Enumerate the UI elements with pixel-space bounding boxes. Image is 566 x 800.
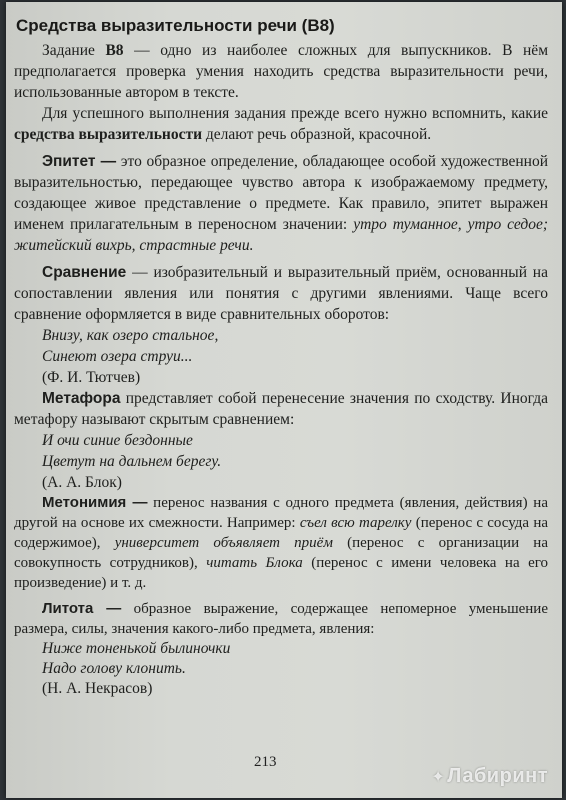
page-number: 213 [254,754,277,770]
watermark [431,765,548,788]
metaphor-paragraph [14,388,548,430]
intro-text: Для успешного выполнения задания прежде всего нужно вспомнить, какие [42,105,548,122]
definition-text: — изобразительный и выразительный приём, основанный на сопоставлении явления или понятия с другими явлениями. Чаще всего сравнение оформляется в виде сравнительных оборотов: [14,264,548,323]
star-icon: ✦ [431,769,446,786]
term-metaphor: Метафора [42,390,121,407]
poem-line: Ниже тоненькой былиночки [42,640,231,657]
quote-author: (А. А. Блок) [42,474,122,491]
term-epithet: Эпитет — [42,153,117,170]
task-code: В8 [105,42,124,59]
example-text: утро туманное, утро седое; житейский вихрь, страстные речи. [14,216,548,254]
poem-line: Синеют озера струи... [42,348,193,365]
comparison-quote [42,325,548,388]
metaphor-quote [42,430,548,493]
example-text: съел всю тарелку [299,515,412,531]
example-text: университет объявляет приём [114,535,333,551]
poem-line: И очи синие бездонные [42,432,193,449]
term-litotes: Литота — [42,600,122,617]
definition-text: (перенос с имени человека на его произведение) и т. д. [14,555,549,591]
litotes-quote [42,639,548,699]
litotes-paragraph [14,599,548,639]
definition-text: (перенос с организации на совокупность сотрудников), [14,535,548,571]
poem-line: Цветут на дальнем берегу. [42,453,222,470]
book-page [6,2,562,798]
intro-text: — одно из наиболее сложных для выпускников. В нём предполагается проверка умения находить средства выразительности речи, использованные автором в тексте. [14,42,548,101]
epithet-paragraph [14,151,548,256]
definition-text: это образное определение, обладающее особой художественной выразительностью, передающее чувство автора к изображаемому предмету, создающее живое представление о предмете. Как правило, эпитет выражен именем прилагательным в переносном значении: [14,153,548,233]
section-heading: Средства выразительности речи (В8) [16,16,335,35]
example-text: читать Блока [206,555,303,571]
key-phrase: средства выразительности [14,126,202,143]
comparison-paragraph [14,262,548,325]
quote-author: (Н. А. Некрасов) [42,680,153,697]
metonymy-paragraph [14,493,548,593]
poem-line: Внизу, как озеро стальное, [42,327,219,344]
definition-text: образное выражение, содержащее непомерное уменьшение размера, силы, значения какого-либо предмета, явления: [14,601,548,637]
term-comparison: Сравнение [42,264,127,281]
poem-line: Надо голову клонить. [42,660,186,677]
intro-paragraph-2 [14,103,548,145]
page-text [14,8,548,699]
definition-text: (перенос с сосуда на содержимое), [14,515,549,551]
term-metonymy: Метонимия — [42,494,148,511]
watermark-text: Лабиринт [447,765,548,787]
definition-text: перенос названия с одного предмета (явления, действия) на другой на основе их смежности. Например: [14,495,548,531]
intro-text: Задание [42,42,106,59]
intro-text: делают речь образной, красочной. [202,126,432,143]
quote-author: (Ф. И. Тютчев) [42,369,141,386]
definition-text: представляет собой перенесение значения по сходству. Иногда метафору называют скрытым сравнением: [14,390,548,428]
intro-paragraph-1 [14,40,548,103]
